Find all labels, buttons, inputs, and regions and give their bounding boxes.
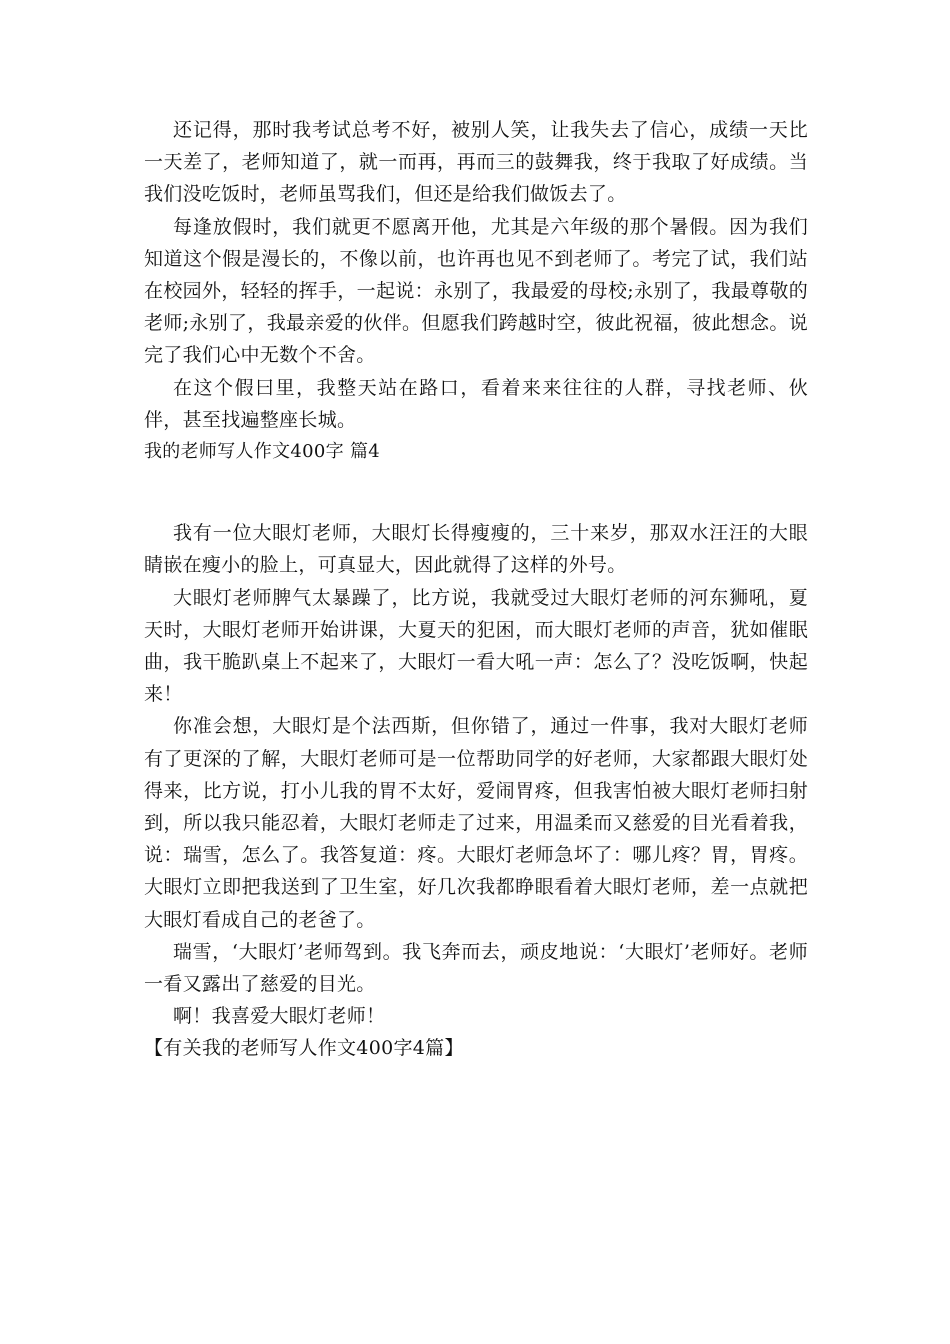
paragraph: 还记得，那时我考试总考不好，被别人笑，让我失去了信心，成绩一天比一天差了，老师知道了，就一而再，再而三的鼓舞我，终于我取了好成绩。当我们没吃饭时，老师虽骂我们，但还是给我们做饭去了。: [144, 119, 808, 206]
paragraph: 在这个假曰里，我整天站在路口，看着来来往往的人群，寻找老师、伙伴，甚至找遍整座长城。: [144, 376, 808, 431]
collection-title: 【有关我的老师写人作文400字4篇】: [144, 1037, 464, 1060]
paragraph: 每逢放假时，我们就更不愿离开他，尤其是六年级的那个暑假。因为我们知道这个假是漫长的，不像以前，也许再也见不到老师了。考完了试，我们站在校园外，轻轻的挥手，一起说：永别了，我最爱的母校;永别了，我最尊敬的老师;永别了，我最亲爱的伙伴。但愿我们跨越时空，彼此祝福，彼此想念。说完了我们心中无数个不舍。: [144, 215, 808, 367]
paragraph: 你准会想，大眼灯是个法西斯，但你错了，通过一件事，我对大眼灯老师有了更深的了解，大眼灯老师可是一位帮助同学的好老师，大家都跟大眼灯处得来，比方说，打小儿我的胃不太好，爱闹胃疼，但我害怕被大眼灯老师扫射到，所以我只能忍着，大眼灯老师走了过来，用温柔而又慈爱的目光看着我，说：瑞雪，怎么了。我答复道：疼。大眼灯老师急坏了：哪儿疼？胃，胃疼。大眼灯立即把我送到了卫生室，好几次我都睁眼看着大眼灯老师，差一点就把大眼灯看成自己的老爸了。: [144, 715, 808, 931]
paragraph: 大眼灯老师脾气太暴躁了，比方说，我就受过大眼灯老师的河东狮吼，夏天时，大眼灯老师开始讲课，大夏天的犯困，而大眼灯老师的声音，犹如催眠曲，我干脆趴桌上不起来了，大眼灯一看大吼一声：怎么了？没吃饭啊，快起来！: [144, 586, 808, 706]
section-gap: [144, 468, 808, 517]
article-body: [144, 114, 808, 1065]
paragraph: 我有一位大眼灯老师，大眼灯长得瘦瘦的，三十来岁，那双水汪汪的大眼睛嵌在瘦小的脸上，可真显大，因此就得了这样的外号。: [144, 522, 808, 577]
section-heading: 我的老师写人作文400字 篇4: [144, 441, 381, 463]
paragraph: 啊！我喜爱大眼灯老师！: [173, 1005, 386, 1028]
paragraph: 瑞雪，‘大眼灯’老师驾到。我飞奔而去，顽皮地说：‘大眼灯’老师好。老师一看又露出了慈爱的目光。: [144, 940, 808, 996]
